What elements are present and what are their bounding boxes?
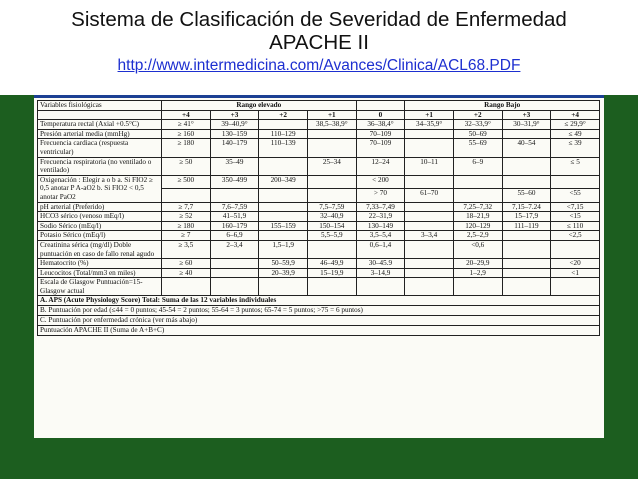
table-cell: 160–179: [210, 221, 259, 231]
table-cell: [405, 202, 454, 212]
score-column-header: +1: [405, 110, 454, 120]
source-url: [0, 57, 638, 75]
table-cell: < 200: [356, 175, 405, 188]
row-label: Sodio Sérico (mEq/l): [38, 221, 162, 231]
note-row: [38, 296, 600, 306]
table-cell: <55: [551, 189, 600, 202]
table-cell: [259, 278, 308, 296]
table-row: [38, 259, 600, 269]
table-cell: 6–6,9: [210, 231, 259, 241]
table-cell: [259, 202, 308, 212]
table-cell: 7,6–7,59: [210, 202, 259, 212]
table-cell: [307, 240, 356, 258]
table-cell: [502, 240, 551, 258]
row-label: Leucocitos (Total/mm3 en miles): [38, 268, 162, 278]
table-cell: <20: [551, 259, 600, 269]
table-cell: [307, 278, 356, 296]
table-cell: [405, 268, 454, 278]
row-label: Escala de Glasgow Puntuación=15-Glasgow actual: [38, 278, 162, 296]
table-cell: <2,5: [551, 231, 600, 241]
group-header-row: [38, 101, 600, 111]
table-cell: 50–69: [453, 129, 502, 139]
table-cell: 6–9: [453, 157, 502, 175]
table-cell: 70–109: [356, 139, 405, 157]
note-text: B. Puntuación por edad (≤44 = 0 puntos; 45-54 = 2 puntos; 55-64 = 3 puntos; 65-74 = 5 puntos; >75 = 6 puntos): [38, 306, 600, 316]
table-row: [38, 129, 600, 139]
table-cell: [356, 278, 405, 296]
table-row: [38, 278, 600, 296]
table-cell: 7,33–7,49: [356, 202, 405, 212]
table-cell: 39–40,9°: [210, 120, 259, 130]
title-band: [0, 0, 638, 95]
table-cell: 61–70: [405, 189, 454, 202]
table-cell: 38,5–38,9°: [307, 120, 356, 130]
table-cell: <7,15: [551, 202, 600, 212]
table-cell: 130–159: [210, 129, 259, 139]
table-cell: 2,5–2,9: [453, 231, 502, 241]
table-cell: [162, 278, 211, 296]
table-cell: [502, 129, 551, 139]
table-cell: [210, 268, 259, 278]
table-cell: [453, 189, 502, 202]
table-cell: 20–39,9: [259, 268, 308, 278]
table-cell: [307, 129, 356, 139]
table-cell: [405, 259, 454, 269]
table-cell: ≥ 50: [162, 157, 211, 175]
table-cell: 50–59,9: [259, 259, 308, 269]
score-column-header: +2: [259, 110, 308, 120]
table-cell: [551, 175, 600, 188]
table-cell: ≥ 40: [162, 268, 211, 278]
table-cell: [551, 278, 600, 296]
table-cell: 5,5–5,9: [307, 231, 356, 241]
table-cell: 120–129: [453, 221, 502, 231]
table-cell: ≥ 160: [162, 129, 211, 139]
table-cell: 22–31,9: [356, 212, 405, 222]
table-cell: 36–38,4°: [356, 120, 405, 130]
table-cell: 155–159: [259, 221, 308, 231]
table-cell: ≥ 7,7: [162, 202, 211, 212]
row-label: Presión arterial media (mmHg): [38, 129, 162, 139]
table-row: [38, 268, 600, 278]
header-variables: Variables fisiológicas: [38, 101, 162, 111]
table-cell: 30–31,9°: [502, 120, 551, 130]
table-cell: [307, 139, 356, 157]
table-cell: 1–2,9: [453, 268, 502, 278]
row-label: Temperatura rectal (Axial +0.5°C): [38, 120, 162, 130]
table-cell: [405, 278, 454, 296]
row-label: Frecuencia cardiaca (respuesta ventricular): [38, 139, 162, 157]
table-cell: <15: [551, 212, 600, 222]
table-cell: 1,5–1,9: [259, 240, 308, 258]
table-row: [38, 202, 600, 212]
table-cell: [259, 157, 308, 175]
table-cell: [405, 212, 454, 222]
table-cell: 12–24: [356, 157, 405, 175]
source-link[interactable]: http://www.intermedicina.com/Avances/Clinica/ACL68.PDF: [117, 57, 521, 74]
score-header-row: [38, 110, 600, 120]
row-label: HCO3 sérico (venoso mEq/l): [38, 212, 162, 222]
table-cell: 10–11: [405, 157, 454, 175]
slide-title: [0, 8, 638, 54]
table-cell: [405, 139, 454, 157]
apache-table: [37, 100, 600, 336]
table-cell: ≤ 49: [551, 129, 600, 139]
table-cell: 41–51,9: [210, 212, 259, 222]
table-cell: ≥ 500: [162, 175, 211, 188]
score-column-header: 0: [356, 110, 405, 120]
note-row: [38, 316, 600, 326]
table-cell: [502, 157, 551, 175]
table-cell: 200–349: [259, 175, 308, 188]
row-label: Creatinina sérica (mg/dl) Doble puntuación en caso de fallo renal agudo: [38, 240, 162, 258]
score-header-blank: [38, 110, 162, 120]
table-cell: 110–129: [259, 129, 308, 139]
table-cell: 7,25–7,32: [453, 202, 502, 212]
table-row: [38, 139, 600, 157]
table-cell: ≥ 180: [162, 221, 211, 231]
table-cell: [405, 129, 454, 139]
note-text: C. Puntuación por enfermedad crónica (ver más abajo): [38, 316, 600, 326]
table-top-rule: [34, 95, 604, 98]
table-cell: [210, 189, 259, 202]
table-cell: [259, 189, 308, 202]
apache-table-image: [34, 95, 604, 438]
header-low-range: Rango Bajo: [405, 101, 600, 111]
table-cell: 18–21,9: [453, 212, 502, 222]
header-empty: [356, 101, 405, 111]
table-cell: 350–499: [210, 175, 259, 188]
table-cell: 2–3,4: [210, 240, 259, 258]
table-cell: 7,5–7,59: [307, 202, 356, 212]
table-cell: 15–19,9: [307, 268, 356, 278]
table-cell: 140–179: [210, 139, 259, 157]
table-cell: 32–40,9: [307, 212, 356, 222]
table-row: [38, 240, 600, 258]
score-column-header: +1: [307, 110, 356, 120]
header-high-range: Rango elevado: [162, 101, 357, 111]
table-cell: 3–14,9: [356, 268, 405, 278]
table-cell: 70–109: [356, 129, 405, 139]
table-cell: 0,6–1,4: [356, 240, 405, 258]
table-row: [38, 212, 600, 222]
table-cell: 150–154: [307, 221, 356, 231]
table-row: [38, 120, 600, 130]
table-cell: [210, 278, 259, 296]
score-column-header: +4: [551, 110, 600, 120]
table-cell: [259, 231, 308, 241]
table-cell: [502, 268, 551, 278]
table-cell: ≥ 180: [162, 139, 211, 157]
score-column-header: +3: [502, 110, 551, 120]
score-column-header: +2: [453, 110, 502, 120]
table-cell: [210, 259, 259, 269]
table-cell: ≥ 60: [162, 259, 211, 269]
table-row: [38, 157, 600, 175]
table-cell: 46–49,9: [307, 259, 356, 269]
table-cell: ≤ 110: [551, 221, 600, 231]
table-cell: ≥ 41°: [162, 120, 211, 130]
table-cell: ≤ 39: [551, 139, 600, 157]
note-text: A. APS (Acute Physiology Score) Total: Suma de las 12 variables individuales: [38, 296, 600, 306]
table-row: [38, 175, 600, 188]
row-label: Oxigenación : Elegir a o b a. Si FIO2 ≥ 0,5 anotar P A-aO2 b. Si FIO2 < 0,5 anotar PaO2: [38, 175, 162, 202]
table-cell: [259, 212, 308, 222]
table-row: [38, 231, 600, 241]
table-cell: 7,15–7.24: [502, 202, 551, 212]
table-cell: 35–49: [210, 157, 259, 175]
table-cell: [307, 175, 356, 188]
table-cell: [453, 175, 502, 188]
table-cell: ≤ 29,9°: [551, 120, 600, 130]
table-cell: [502, 259, 551, 269]
table-cell: [259, 120, 308, 130]
score-column-header: +3: [210, 110, 259, 120]
table-cell: [307, 189, 356, 202]
table-cell: 34–35,9°: [405, 120, 454, 130]
table-cell: ≥ 7: [162, 231, 211, 241]
table-cell: ≤ 5: [551, 157, 600, 175]
table-cell: 110–139: [259, 139, 308, 157]
table-cell: ≥ 52: [162, 212, 211, 222]
row-label: Potasio Sérico (mEq/l): [38, 231, 162, 241]
table-cell: > 70: [356, 189, 405, 202]
table-cell: <1: [551, 268, 600, 278]
table-cell: 3–3,4: [405, 231, 454, 241]
table-cell: 15–17,9: [502, 212, 551, 222]
table-cell: [502, 175, 551, 188]
table-cell: 55–69: [453, 139, 502, 157]
table-cell: 32–33,9°: [453, 120, 502, 130]
table-cell: <0,6: [453, 240, 502, 258]
table-cell: [551, 240, 600, 258]
table-row: [38, 221, 600, 231]
title-line-1: Sistema de Clasificación de Severidad de Enfermedad: [71, 8, 567, 31]
table-cell: [405, 221, 454, 231]
table-cell: [502, 231, 551, 241]
table-cell: 3,5–5,4: [356, 231, 405, 241]
table-cell: 130–149: [356, 221, 405, 231]
row-label: pH arterial (Preferido): [38, 202, 162, 212]
score-column-header: +4: [162, 110, 211, 120]
table-cell: 20–29,9: [453, 259, 502, 269]
title-line-2: APACHE II: [269, 31, 369, 54]
table-cell: 30–45.9: [356, 259, 405, 269]
table-cell: [405, 175, 454, 188]
table-cell: ≥ 3,5: [162, 240, 211, 258]
table-cell: [453, 278, 502, 296]
table-cell: 111–119: [502, 221, 551, 231]
note-row: [38, 326, 600, 336]
table-cell: 25–34: [307, 157, 356, 175]
row-label: Hematocrito (%): [38, 259, 162, 269]
table-cell: 55–60: [502, 189, 551, 202]
table-cell: 40–54: [502, 139, 551, 157]
note-text: Puntuación APACHE II (Suma de A+B+C): [38, 326, 600, 336]
table-cell: [502, 278, 551, 296]
row-label: Frecuencia respiratoria (no ventilado o ventilado): [38, 157, 162, 175]
note-row: [38, 306, 600, 316]
table-cell: [162, 189, 211, 202]
table-cell: [405, 240, 454, 258]
